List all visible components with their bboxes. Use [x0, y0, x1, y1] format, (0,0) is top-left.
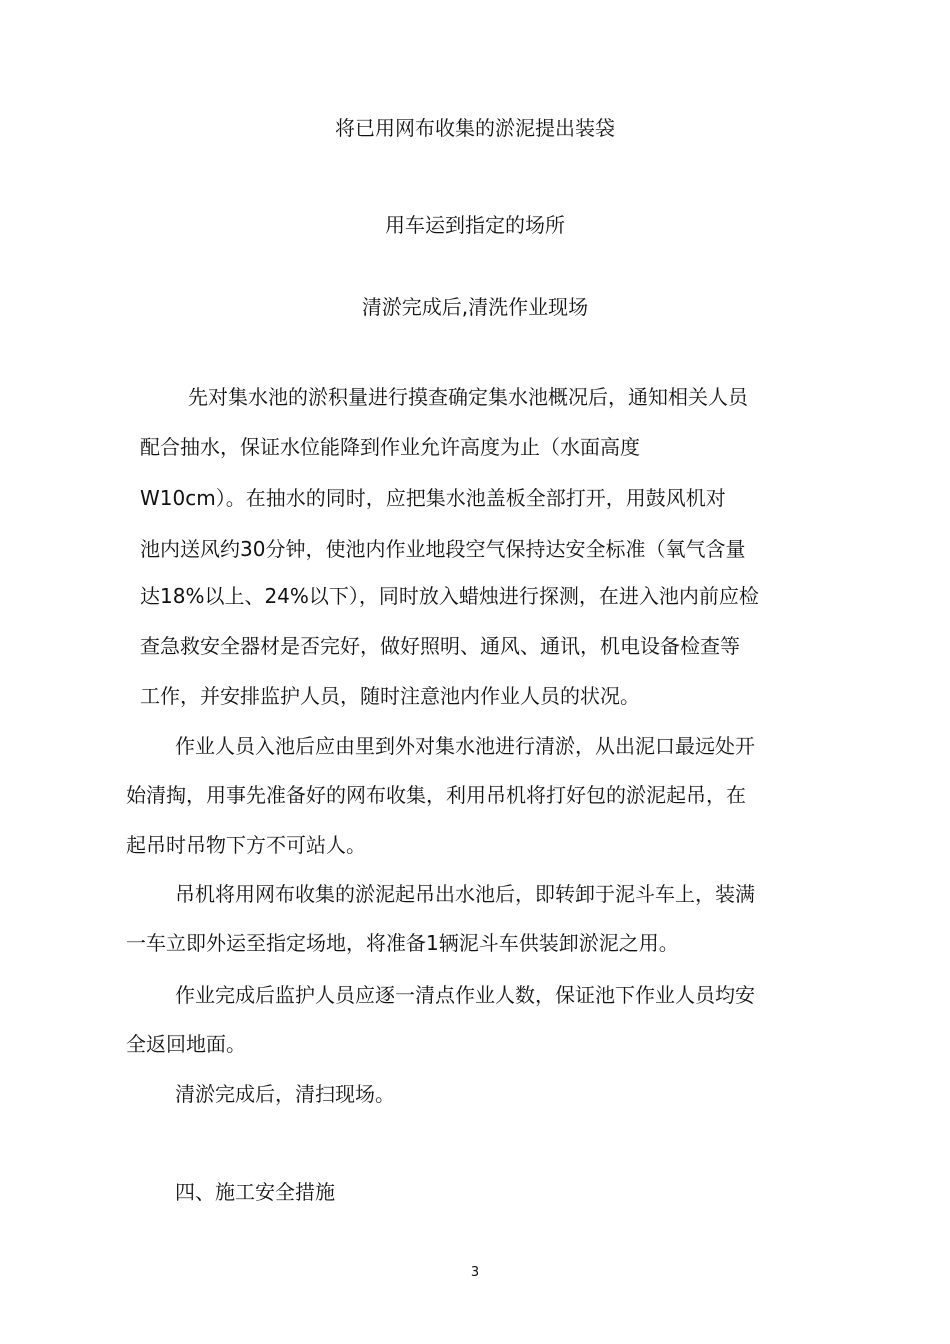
paragraph-line: 查急救安全器材是否完好，做好照明、通风、通讯，机电设备检查等 — [140, 634, 740, 658]
paragraph-line: 池内送风约30分钟，使池内作业地段空气保持达安全标准（氧气含量 — [140, 537, 746, 561]
flow-step-2: 用车运到指定的场所 — [385, 213, 565, 237]
paragraph-line: 达18%以上、24%以下），同时放入蜡烛进行探测，在进入池内前应检 — [140, 584, 759, 608]
paragraph-line: 工作，并安排监护人员，随时注意池内作业人员的状况。 — [140, 684, 640, 708]
section-heading: 四、施工安全措施 — [175, 1180, 335, 1204]
flow-step-1: 将已用网布收集的淤泥提出装袋 — [335, 116, 615, 140]
flow-step-3: 清淤完成后,清洗作业现场 — [361, 295, 589, 319]
paragraph-line: 作业人员入池后应由里到外对集水池进行清淤，从出泥口最远处开 — [175, 734, 755, 758]
page-number: 3 — [470, 1265, 480, 1280]
paragraph-line: 清淤完成后，清扫现场。 — [175, 1082, 395, 1106]
paragraph-line: 始清掏，用事先准备好的网布收集，利用吊机将打好包的淤泥起吊，在 — [126, 783, 746, 807]
paragraph-line: 全返回地面。 — [126, 1032, 246, 1056]
paragraph-line: W10cm）。在抽水的同时，应把集水池盖板全部打开，用鼓风机对 — [140, 486, 726, 510]
paragraph-line: 先对集水池的淤积量进行摸查确定集水池概况后，通知相关人员 — [188, 385, 748, 409]
paragraph-line: 起吊时吊物下方不可站人。 — [126, 833, 366, 857]
paragraph-line: 一车立即外运至指定场地，将准备1辆泥斗车供装卸淤泥之用。 — [126, 931, 679, 955]
paragraph-line: 吊机将用网布收集的淤泥起吊出水池后，即转卸于泥斗车上，装满 — [175, 882, 755, 906]
paragraph-line: 配合抽水，保证水位能降到作业允许高度为止（水面高度 — [140, 435, 640, 459]
paragraph-line: 作业完成后监护人员应逐一清点作业人数，保证池下作业人员均安 — [175, 983, 755, 1007]
